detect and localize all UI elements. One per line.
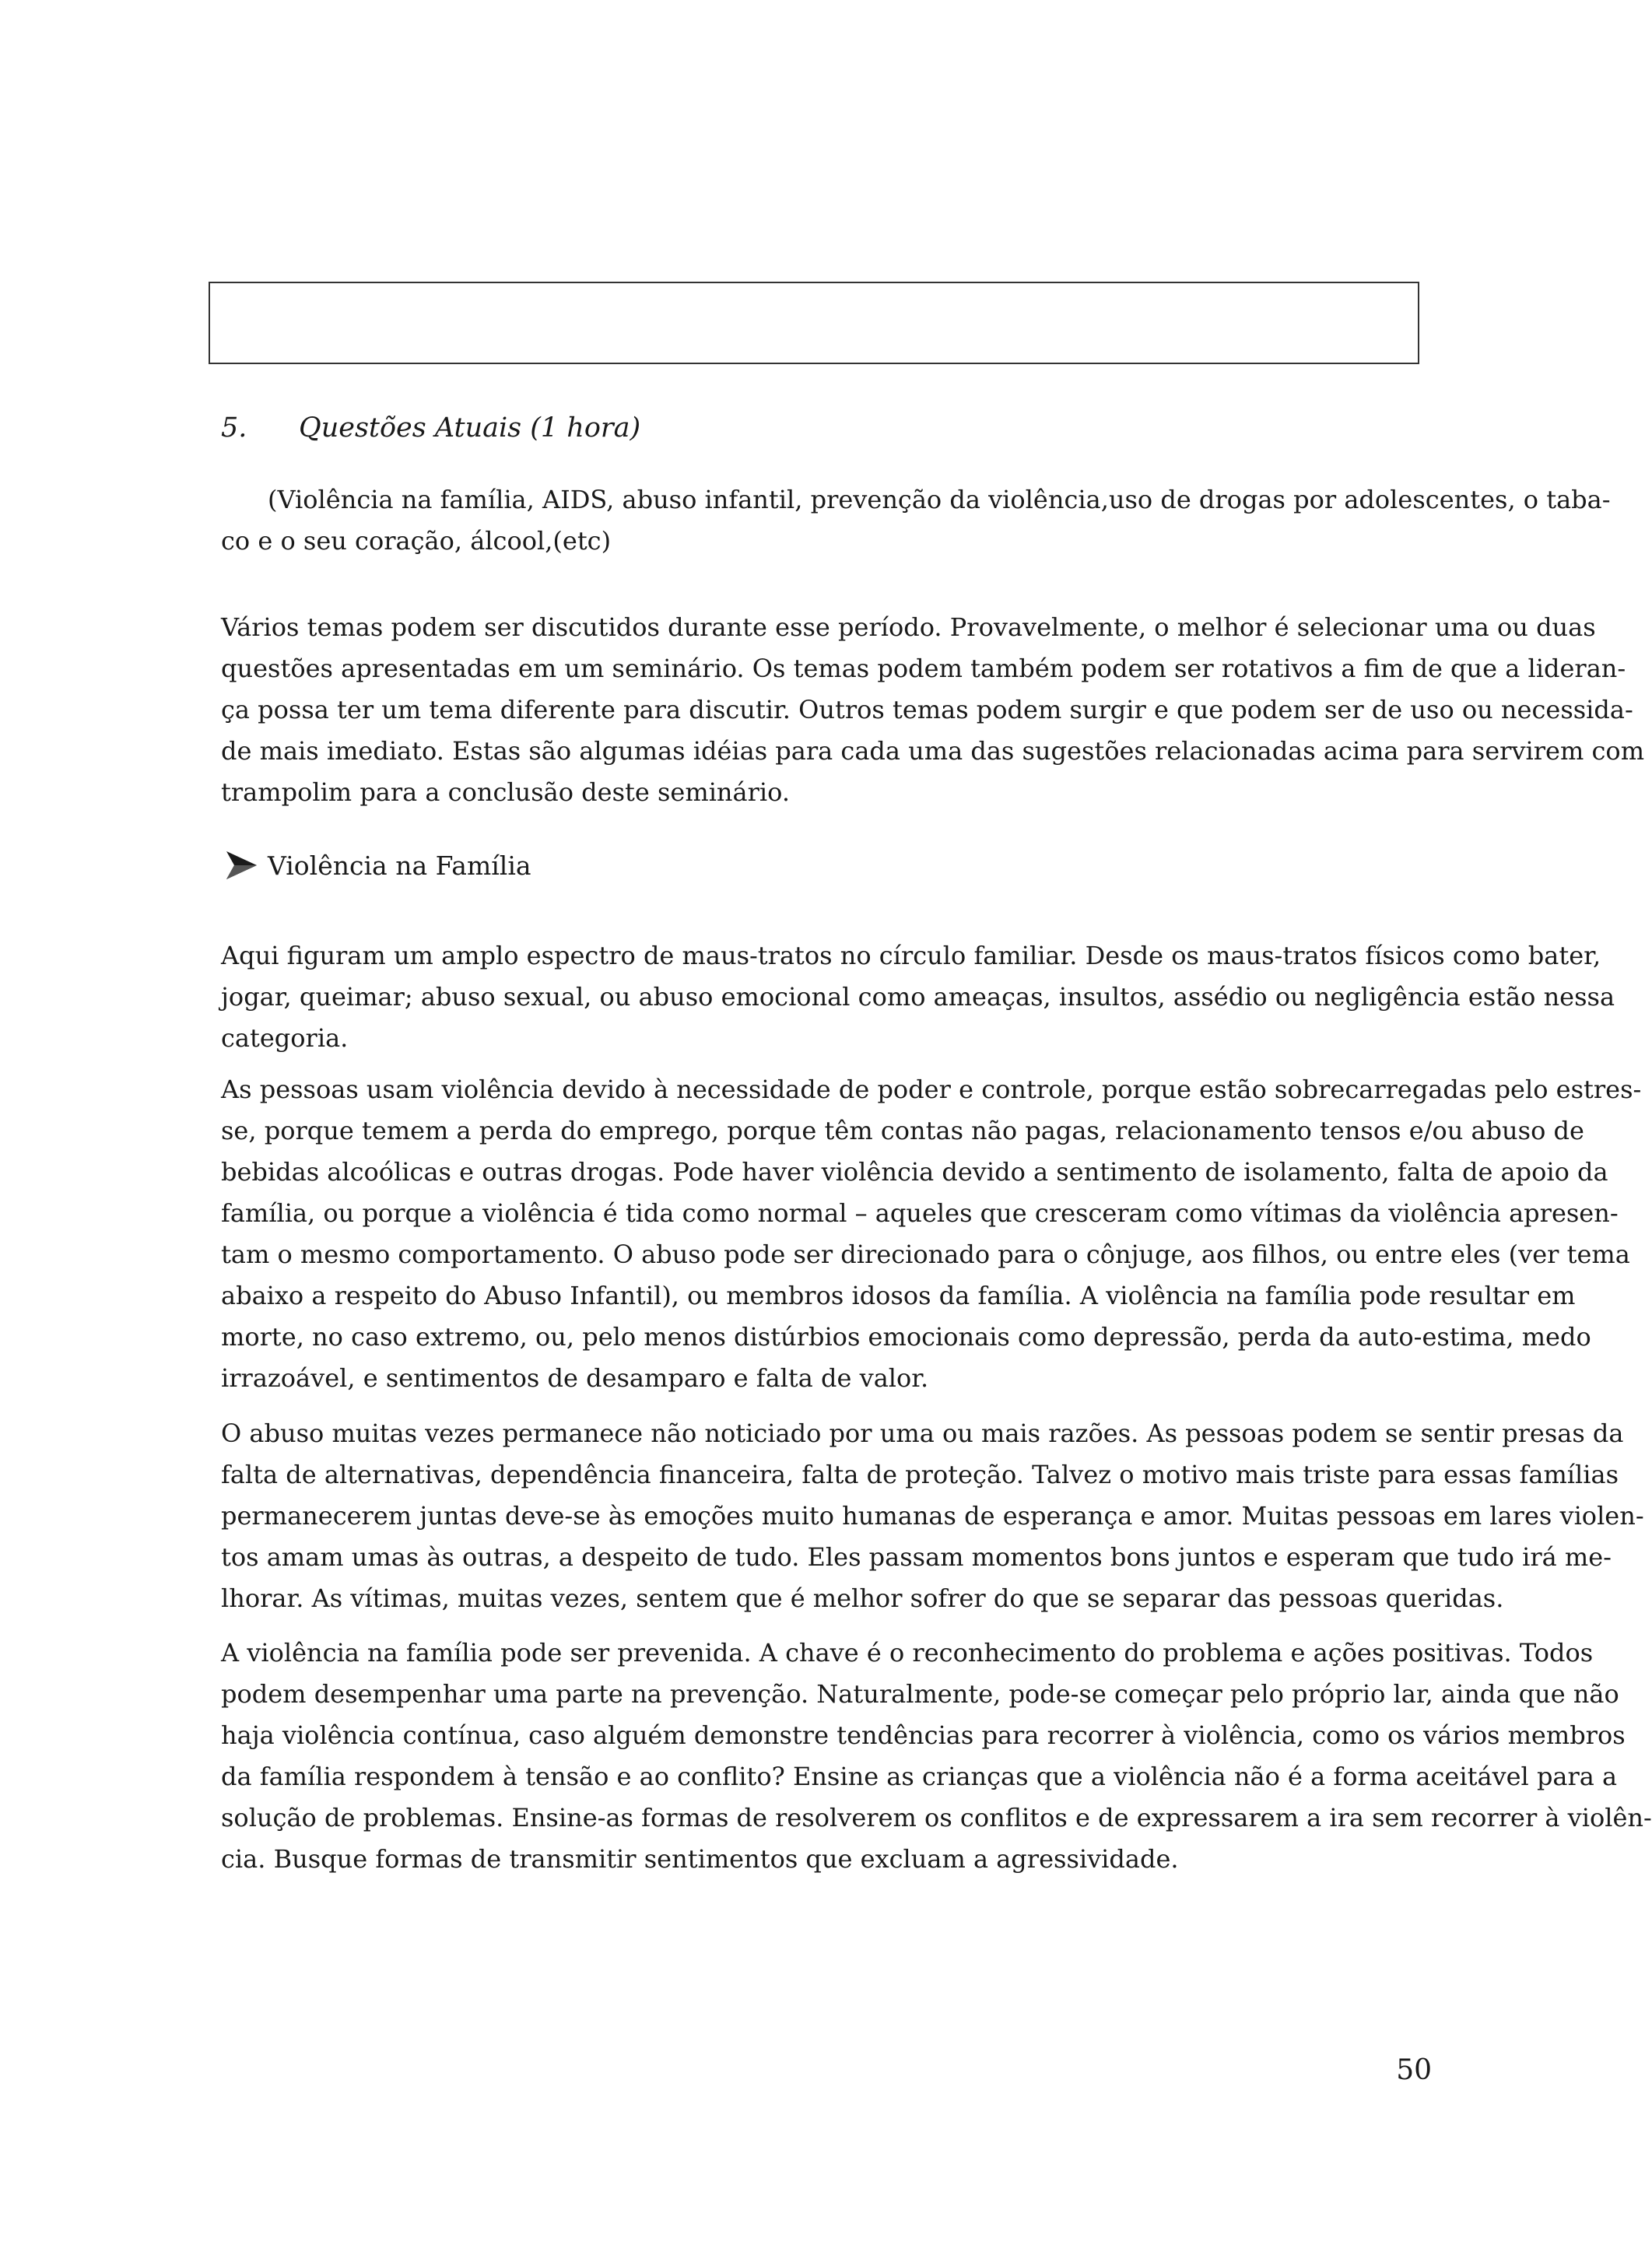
paragraph-line: Aqui figuram um amplo espectro de maus-tratos no círculo familiar. Desde os maus-tratos físicos como bater, xyxy=(221,941,1601,970)
paragraph-line: de mais imediato. Estas são algumas idéias para cada uma das sugestões relacionadas acima para servirem com xyxy=(221,736,1645,766)
paragraph-unreported xyxy=(221,1413,1644,1619)
paragraph-line: família, ou porque a violência é tida como normal – aqueles que cresceram como vítimas da violência apresen- xyxy=(221,1198,1619,1228)
bullet-violencia-familia xyxy=(224,842,531,889)
paragraph-line: da família respondem à tensão e ao conflito? Ensine as crianças que a violência não é a forma aceitável para a xyxy=(221,1762,1618,1791)
arrowhead-bullet-icon xyxy=(224,848,258,882)
paragraph-definition xyxy=(221,935,1615,1059)
paragraph-line: jogar, queimar; abuso sexual, ou abuso emocional como ameaças, insultos, assédio ou negligência estão nessa xyxy=(221,982,1615,1012)
paragraph-line: morte, no caso extremo, ou, pelo menos distúrbios emocionais como depressão, perda da auto-estima, medo xyxy=(221,1322,1591,1352)
paragraph-line: categoria. xyxy=(221,1023,349,1053)
paragraph-line: abaixo a respeito do Abuso Infantil), ou membros idosos da família. A violência na família pode resultar em xyxy=(221,1281,1576,1310)
paragraph-line: Vários temas podem ser discutidos durante esse período. Provavelmente, o melhor é selecionar uma ou duas xyxy=(221,612,1596,642)
paragraph-line: questões apresentadas em um seminário. Os temas podem também podem ser rotativos a fim de que a lideran- xyxy=(221,654,1626,683)
empty-header-box xyxy=(209,282,1419,364)
paragraph-line: O abuso muitas vezes permanece não noticiado por uma ou mais razões. As pessoas podem se sentir presas da xyxy=(221,1419,1624,1448)
paragraph-line: As pessoas usam violência devido à necessidade de poder e controle, porque estão sobrecarregadas pelo estres- xyxy=(221,1075,1642,1104)
paragraph-line: trampolim para a conclusão deste seminário. xyxy=(221,777,791,807)
paragraph-line: lhorar. As vítimas, muitas vezes, sentem que é melhor sofrer do que se separar das pessoas queridas. xyxy=(221,1583,1504,1613)
section-heading xyxy=(221,408,1419,448)
intro-line: (Violência na família, AIDS, abuso infantil, prevenção da violência,uso de drogas por adolescentes, o taba- xyxy=(268,485,1611,514)
paragraph-topics xyxy=(221,607,1645,813)
intro-paragraph xyxy=(221,479,1611,562)
paragraph-line: cia. Busque formas de transmitir sentimentos que excluam a agressividade. xyxy=(221,1844,1179,1874)
bullet-label: Violência na Família xyxy=(268,850,531,881)
paragraph-line: solução de problemas. Ensine-as formas de resolverem os conflitos e de expressarem a ira sem recorrer à violên- xyxy=(221,1803,1652,1832)
paragraph-prevention xyxy=(221,1633,1652,1880)
paragraph-line: falta de alternativas, dependência financeira, falta de proteção. Talvez o motivo mais triste para essas famílias xyxy=(221,1460,1619,1489)
paragraph-causes xyxy=(221,1069,1642,1399)
paragraph-line: tos amam umas às outras, a despeito de tudo. Eles passam momentos bons juntos e esperam que tudo irá me- xyxy=(221,1542,1612,1572)
paragraph-line: ça possa ter um tema diferente para discutir. Outros temas podem surgir e que podem ser de uso ou necessida- xyxy=(221,695,1633,724)
paragraph-line: bebidas alcoólicas e outras drogas. Pode haver violência devido a sentimento de isolamento, falta de apoio da xyxy=(221,1157,1608,1187)
paragraph-line: irrazoável, e sentimentos de desamparo e falta de valor. xyxy=(221,1363,929,1393)
paragraph-line: permanecerem juntas deve-se às emoções muito humanas de esperança e amor. Muitas pessoas em lares violen- xyxy=(221,1501,1644,1531)
section-number: 5. xyxy=(221,412,247,444)
paragraph-line: podem desempenhar uma parte na prevenção. Naturalmente, pode-se começar pelo próprio lar, ainda que não xyxy=(221,1679,1619,1709)
section-title: Questões Atuais (1 hora) xyxy=(299,412,641,444)
page-number: 50 xyxy=(1396,2054,1432,2086)
paragraph-line: haja violência contínua, caso alguém demonstre tendências para recorrer à violência, como os vários membros xyxy=(221,1720,1626,1750)
paragraph-line: A violência na família pode ser prevenida. A chave é o reconhecimento do problema e ações positivas. Todos xyxy=(221,1638,1594,1668)
intro-line: co e o seu coração, álcool,(etc) xyxy=(221,526,612,556)
paragraph-line: tam o mesmo comportamento. O abuso pode ser direcionado para o cônjuge, aos filhos, ou entre eles (ver tema xyxy=(221,1240,1630,1269)
paragraph-line: se, porque temem a perda do emprego, porque têm contas não pagas, relacionamento tensos e/ou abuso de xyxy=(221,1116,1584,1145)
